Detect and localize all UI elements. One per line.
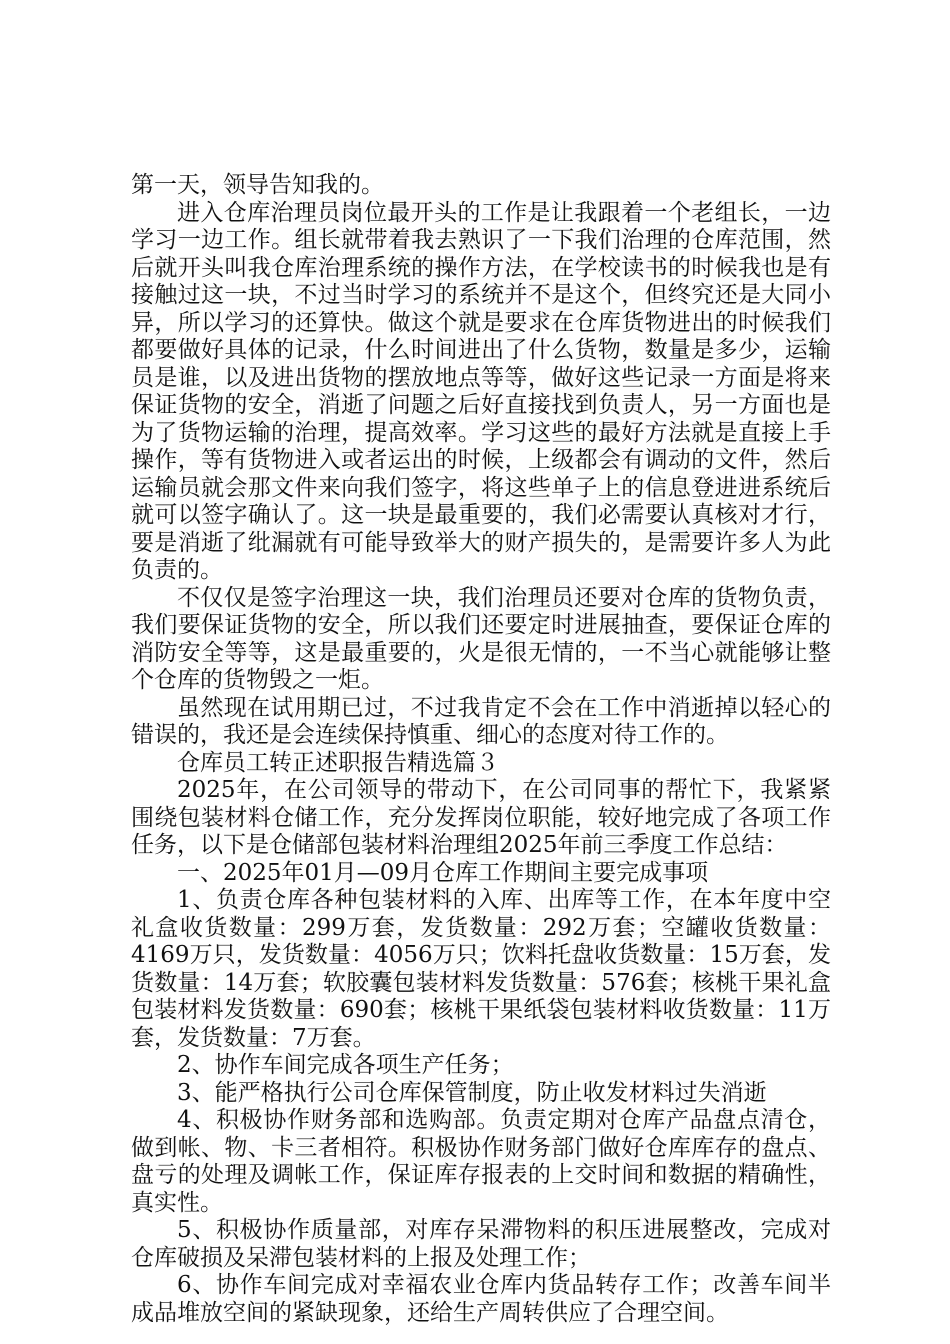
section-heading: 仓库员工转正述职报告精选篇３ <box>177 749 499 776</box>
paragraph-probation-end: 虽然现在试用期已过，不过我肯定不会在工作中消逝掉以轻心的错误的，我还是会连续保持慎重、细心的态度对待工作的。 <box>131 694 831 748</box>
subheading-main-tasks: 一、2025年01月—09月仓库工作期间主要完成事项 <box>177 859 709 886</box>
list-item-2: 2、协作车间完成各项生产任务； <box>177 1052 514 1078</box>
list-item-4: 4、积极协作财务部和选购部。负责定期对仓库产品盘点清仓，做到帐、物、卡三者相符。积极协作财务部门做好仓库库存的盘点、盘亏的处理及调帐工作，保证库存报表的上交时间和数据的精确性，真实性。 <box>131 1107 831 1216</box>
document-body <box>131 172 831 1327</box>
paragraph-cargo-safety: 不仅仅是签字治理这一块，我们治理员还要对仓库的货物负责，我们要保证货物的安全，所以我们还要定时进展抽查，要保证仓库的消防安全等等，这是最重要的，火是很无情的，一不当心就能够让整个仓库的货物毁之一炬。 <box>131 584 831 693</box>
paragraph-continuation: 第一天，领导告知我的。 <box>131 172 384 198</box>
paragraph-warehouse-system: 进入仓库治理员岗位最开头的工作是让我跟着一个老组长，一边学习一边工作。组长就带着我去熟识了一下我们治理的仓库范围，然后就开头叫我仓库治理系统的操作方法，在学校读书的时候我也是有接触过这一块，不过当时学习的系统并不是这个，但终究还是大同小异，所以学习的还算快。做这个就是要求在仓库货物进出的时候我们都要做好具体的记录，什么时间进出了什么货物，数量是多少，运输员是谁，以及进出货物的摆放地点等等，做好这些记录一方面是将来保证货物的安全，消逝了问题之后好直接找到负责人，另一方面也是为了货物运输的治理，提高效率。学习这些的最好方法就是直接上手操作，等有货物进入或者运出的时候，上级都会有调动的文件，然后运输员就会那文件来向我们签字，将这些单子上的信息登进进系统后就可以签字确认了。这一块是最重要的，我们必需要认真核对才行，要是消逝了纰漏就有可能导致举大的财产损失的，是需要许多人为此负责的。 <box>131 199 831 583</box>
list-item-5: 5、积极协作质量部，对库存呆滞物料的积压进展整改，完成对仓库破损及呆滞包装材料的上报及处理工作； <box>131 1217 831 1271</box>
paragraph-intro-2025: 2025年，在公司领导的带动下，在公司同事的帮忙下，我紧紧围绕包装材料仓储工作，充分发挥岗位职能，较好地完成了各项工作任务，以下是仓储部包装材料治理组2025年前三季度工作总结： <box>131 777 831 858</box>
list-item-6: 6、协作车间完成对幸福农业仓库内货品转存工作；改善车间半成品堆放空间的紧缺现象，还给生产周转供应了合理空间。 <box>131 1272 831 1326</box>
list-item-3: 3、能严格执行公司仓库保管制度，防止收发材料过失消逝 <box>177 1079 767 1106</box>
list-item-1: 1、负责仓库各种包装材料的入库、出库等工作，在本年度中空礼盒收货数量：299万套，发货数量：292万套；空罐收货数量：4169万只，发货数量：4056万只；饮料托盘收货数量：15万套，发货数量：14万套；软胶囊包装材料发货数量：576套；核桃干果礼盒包装材料发货数量：690套；核桃干果纸袋包装材料收货数量：11万套，发货数量：7万套。 <box>131 887 831 1051</box>
